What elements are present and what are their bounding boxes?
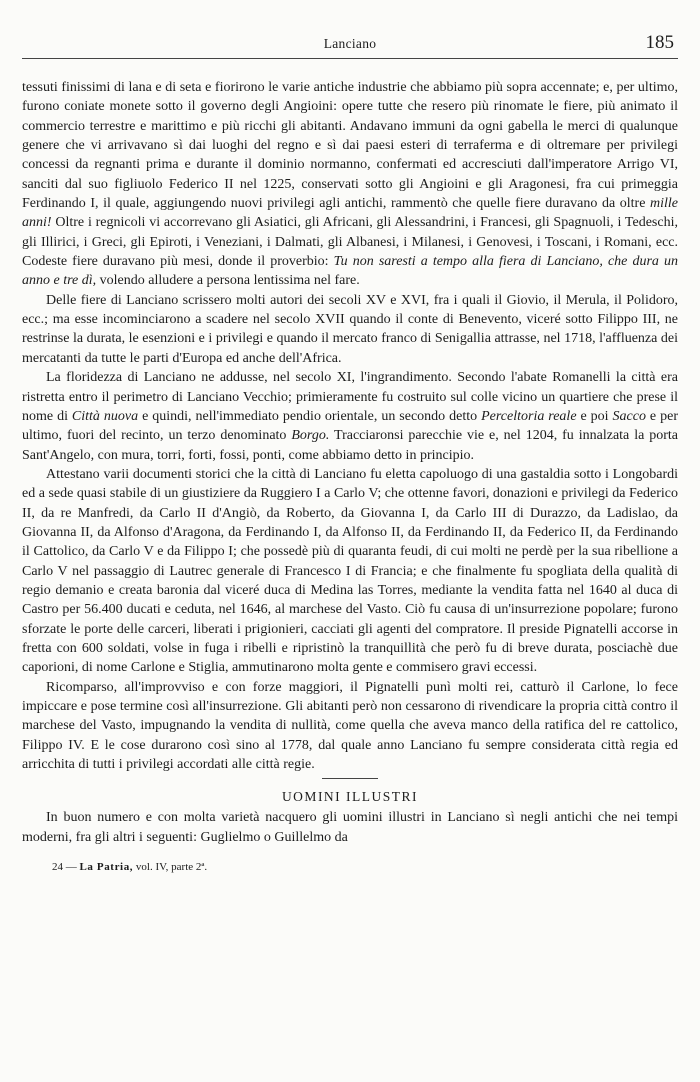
running-header bbox=[22, 32, 678, 56]
text-run: e per ultimo, fuori del recinto, un terzo denominato bbox=[22, 408, 678, 444]
text-run: e quindi, nell'immediato pendio orientale, un secondo detto bbox=[138, 408, 482, 424]
paragraph bbox=[22, 368, 678, 465]
footer-brand: La Patria, bbox=[79, 861, 134, 874]
text-run: volendo alludere a persona lentissima nel fare. bbox=[96, 273, 360, 289]
running-title: Lanciano bbox=[323, 36, 377, 51]
italic-run: Borgo. bbox=[291, 428, 330, 444]
italic-run: Città nuova bbox=[71, 408, 139, 424]
text-run: e poi bbox=[576, 408, 613, 424]
text-run: Ricomparso, all'improvviso e con forze maggiori, il Pignatelli punì molti rei, catturò il Carlone, lo fece impiccare e pose termine così all'insurrezione. Gli abitanti però non cessarono di rivendicare la propria città contro il marchese del Vasto, impugnando la vendita di nullità, come quella che aveva manco della ratifica del re cattolico, Filippo IV. E le cose durarono così sino al 1778, dal quale anno Lanciano fu sempre considerata città regia ed arricchita di tutti i privilegi accordati alle città regie. bbox=[22, 679, 678, 773]
text-run: Tracciaronsi parecchie vie e, nel 1204, fu innalzata la porta Sant'Angelo, con mura, torri, forti, fossi, ponti, come abbiamo detto in principio. bbox=[22, 428, 678, 463]
paragraph bbox=[22, 465, 678, 678]
section-heading: UOMINI ILLUSTRI bbox=[281, 789, 419, 805]
text-run: Oltre i regnicoli vi accorrevano gli Asiatici, gli Africani, gli Alessandrini, i Francesi, gli Spagnuoli, i Tedeschi, gli Illirici, i Greci, gli Epiroti, i Veneziani, i Dalmati, gli Albanesi, i Milanesi, i Genovesi, i Toscani, i Romani, ecc. Codeste fiere duravano più mesi, donde il proverbio: bbox=[22, 215, 678, 270]
footer bbox=[22, 861, 678, 873]
italic-run: mille anni! bbox=[22, 196, 678, 231]
footer-signature: 24 — bbox=[52, 861, 77, 874]
paragraph bbox=[22, 678, 678, 775]
text-run: Attestano varii documenti storici che la città di Lanciano fu eletta capoluogo di una gastaldia sotto i Longobardi ed a sede quasi stabile di un giustiziere da Ruggiero I a Carlo V; che ottenne favori, donazioni e privilegi da Federico II, da re Manfredi, da Carlo II d'Angiò, da Roberto, da Giovanna I, da Carlo III di Durazzo, da Ladislao, da Giovanna II, da Alfonso d'Aragona, da Ferdinando I, da Alfonso II, da Ferdinando II, da Federico II, da Ferdinando il Cattolico, da Carlo V e da Filippo I; che possedè più di quaranta feudi, di cui molti ne perdè per la sua ribellione a Carlo V nel passaggio di Lautrec generale di Francesco I di Francia; e che finalmente fu spogliata della qualità di regio demanio e creata baronia dal viceré duca di Medina las Torres, mediante la vendita fatta nel 1640 al duca di Castro per 56.400 ducati e ceduta, nel 1646, al marchese del Vasto. Ciò fu causa di un'insurrezione popolare; furono sforzate le porte delle carceri, liberati i prigionieri, cacciati gli agenti del compratore. Il preside Pignatelli accorse in fretta con 600 soldati, volse in fuga i ribelli e ripristinò la tranquillità che però fu di breve durata, posciachè due caporioni, di nome Carlone e Stiglia, ammutinarono molta gente e commisero gravi eccessi. bbox=[22, 466, 678, 676]
italic-run: Sacco bbox=[612, 408, 646, 424]
paragraph bbox=[22, 78, 678, 291]
body-text bbox=[22, 78, 678, 873]
italic-run: Perceltoria reale bbox=[481, 408, 577, 424]
text-run: La floridezza di Lanciano ne addusse, nel secolo XI, l'ingrandimento. Secondo l'abate Romanelli la città era ristretta entro il perimetro di Lanciano Vecchio; primieramente fu costruito sul colle vicino un quartiere che prese il nome di bbox=[22, 370, 678, 424]
page-number: 185 bbox=[645, 32, 674, 53]
section-paragraph: In buon numero e con molta varietà nacquero gli uomini illustri in Lanciano sì negli antichi che nei tempi moderni, fra gli altri i seguenti: Guglielmo o Guillelmo da bbox=[22, 810, 678, 845]
italic-run: Tu non saresti a tempo alla fiera di Lanciano, che dura un anno e tre dì, bbox=[22, 254, 679, 289]
text-run: Delle fiere di Lanciano scrissero molti autori dei secoli XV e XVI, fra i quali il Giovio, il Merula, il Polidoro, ecc.; ma esse incominciarono a scadere nel secolo XVII quando il conte di Benevento, viceré sotto Filippo III, ne restrinse la durata, le esenzioni e i privilegi e quando il mercato franco di Senigallia attrasse, nel 1718, l'affluenza dei mercatanti da tutte le parti d'Europa ed anche dell'Africa. bbox=[22, 292, 678, 366]
header-rule bbox=[22, 58, 678, 59]
paragraph bbox=[22, 291, 678, 368]
footer-rest: vol. IV, parte 2ª. bbox=[135, 861, 208, 874]
section-divider bbox=[322, 778, 378, 779]
text-run: tessuti finissimi di lana e di seta e fiorirono le varie antiche industrie che abbiamo più sopra accennate; e, per ultimo, furono coniate monete sotto il governo degli Angioini: opere tutte che resero più rinomate le fiere, più animato il commercio terrestre e marittimo e più ricchi gli abitanti. Andavano immuni da ogni gabella le merci di qualunque genere che vi arrivavano sì dai luoghi del regno e sì dai paesi esteri di terraferma e di oltremare per privilegi concessi da regnanti prima e durante il dominio normanno, confermati ed accresciuti dall'imperatore Arrigo VI, sanciti dal suo figliuolo Federico II nel 1225, conservati sotto gli Angioini e gli Aragonesi, fra cui primeggia Ferdinando I, il quale, aggiungendo nuovi privilegi agli antichi, rammentò che quelle fiere duravano da oltre bbox=[22, 80, 678, 212]
